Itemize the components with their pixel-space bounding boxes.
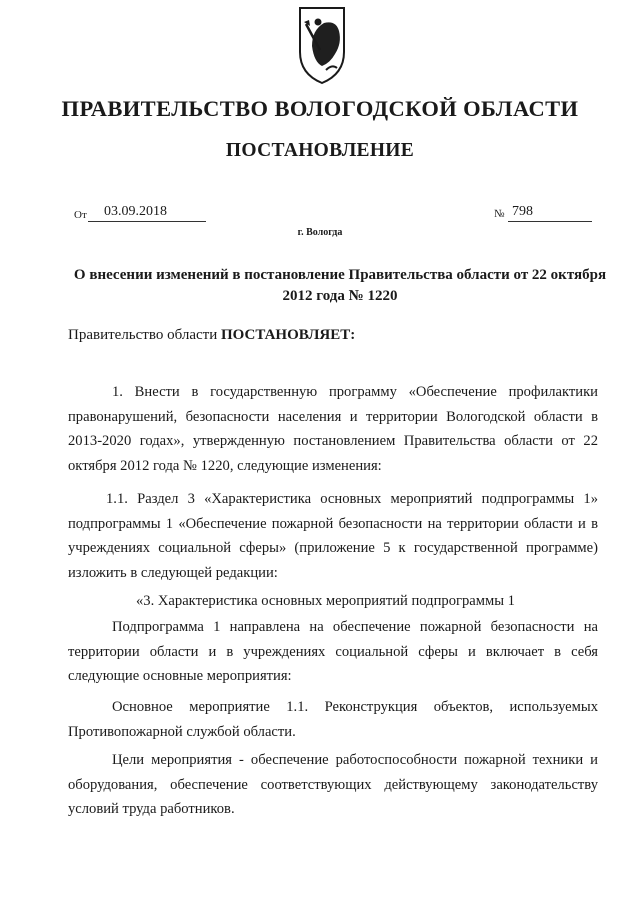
decree-word: ПОСТАНОВЛЯЕТ: <box>220 327 356 343</box>
document-date: 03.09.2018 <box>104 204 167 219</box>
paragraph-goals: Цели мероприятия - обеспечение работоспособности пожарной техники и оборудования, обеспечение соответствующих действующему законодательству условий труда работников. <box>68 752 598 817</box>
document-type: ПОСТАНОВЛЕНИЕ <box>225 140 415 161</box>
number-label: № <box>494 208 505 220</box>
decree-prefix: Правительство области <box>68 327 218 343</box>
document-heading: О внесении изменений в постановление Правительства области от 22 октября 2012 года № 1220 <box>73 267 607 304</box>
date-underline <box>88 221 206 222</box>
decree-line <box>68 327 355 344</box>
paragraph-1: 1. Внести в государственную программу «Обеспечение профилактики правонарушений, безопасности населения и территории Вологодской области в 2013-2020 годах», утвержденную постановлением Правительства области от 22 октября 2012 года № 1220, следующие изменения: <box>68 384 598 474</box>
date-label: От <box>74 209 87 221</box>
document-number: 798 <box>512 204 533 219</box>
government-title: ПРАВИТЕЛЬСТВО ВОЛОГОДСКОЙ ОБЛАСТИ <box>61 96 579 121</box>
vologda-coat-of-arms-icon <box>296 6 348 86</box>
paragraph-subprogram: Подпрограмма 1 направлена на обеспечение пожарной безопасности на территории области и в учреждениях социальной сферы и включает в себя следующие основные мероприятия: <box>68 619 598 684</box>
paragraph-1-1: 1.1. Раздел 3 «Характеристика основных мероприятий подпрограммы 1» подпрограммы 1 «Обеспечение пожарной безопасности на территории области и в учреждениях социальной сферы» (приложение 5 к государственной программе) изложить в следующей редакции: <box>68 491 598 581</box>
paragraph-main-measure: Основное мероприятие 1.1. Реконструкция объектов, используемых Противопожарной службой области. <box>68 699 598 740</box>
section-title: «3. Характеристика основных мероприятий подпрограммы 1 <box>136 593 515 609</box>
coat-of-arms-shield <box>296 6 348 86</box>
number-underline <box>508 221 592 222</box>
city: г. Вологда <box>297 227 343 238</box>
